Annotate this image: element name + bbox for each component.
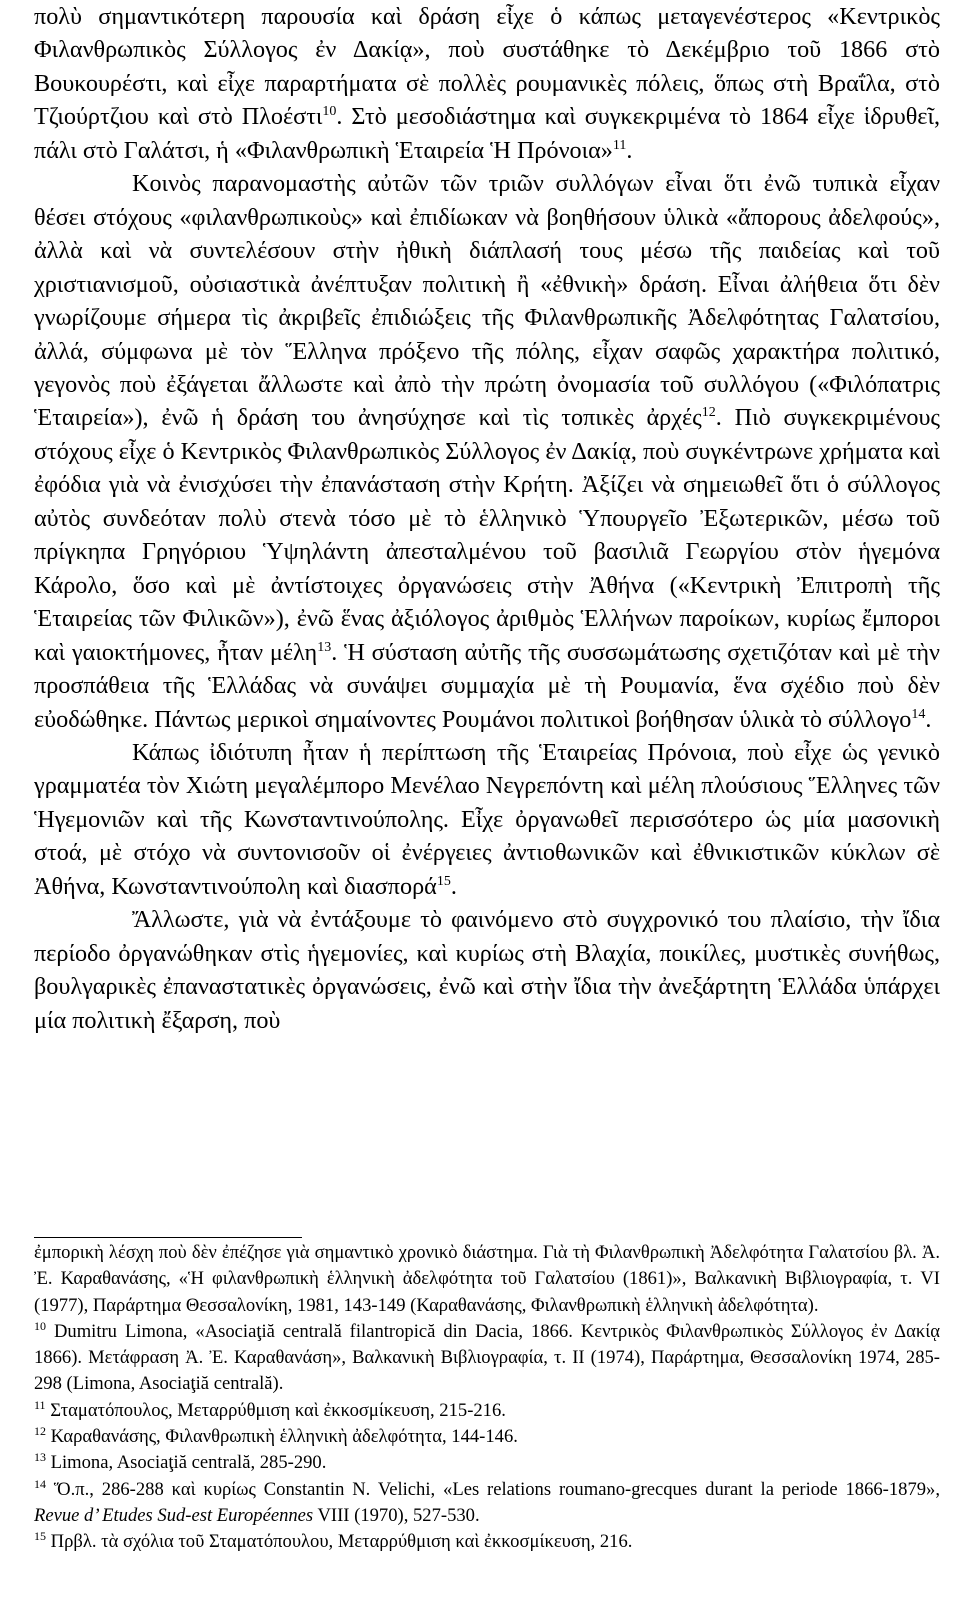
- footnote-number: 11: [34, 1397, 46, 1412]
- footnotes: [34, 1240, 940, 1556]
- journal-title: Revue d’ Etudes Sud-est Européennes: [34, 1504, 314, 1526]
- footnote-11: [34, 1398, 940, 1424]
- paragraph-2: [34, 167, 940, 736]
- footnote-15: [34, 1529, 940, 1555]
- paragraph-1-text-a: πολὺ σημαντικότερη παρουσία καὶ δράση εἶχε ὁ κάπως μεταγενέστερος «Κεντρικὸς Φιλανθρωπικὸς Σύλλογος ἐν Δακίᾳ», ποὺ συστάθηκε τὸ Δεκέμβριο τοῦ 1866 στὸ Βουκουρέστι, καὶ εἶχε παραρτήματα σὲ πολλὲς ρουμανικὲς πόλεις, ὅπως στὴ Βραΐλα, στὸ Τζιούρτζιου καὶ στὸ Πλοέστι: [34, 3, 940, 131]
- footnote-text: Καραθανάσης, Φιλανθρωπικὴ ἑλληνικὴ ἀδελφότητα, 144-146.: [46, 1426, 518, 1448]
- footnote-number: 15: [34, 1529, 46, 1544]
- paragraph-4: [34, 903, 940, 1037]
- paragraph-2-text-c: . Ἡ σύσταση αὐτῆς τῆς συσσωμάτωσης σχετιζόταν καὶ μὲ τὴν προσπάθεια τῆς Ἑλλάδας νὰ συνάψει συμμαχία μὲ τὴ Ρουμανία, ἕνα σχέδιο ποὺ δὲν εὐοδώθηκε. Πάντως μερικοὶ σημαίνοντες Ρουμάνοι πολιτικοὶ βοήθησαν ὑλικὰ τὸ σύλλογο: [34, 638, 940, 733]
- footnote-10: [34, 1319, 940, 1398]
- footnote-ref-14: 14: [911, 706, 926, 722]
- paragraph-3-text-a: Κάπως ἰδιότυπη ἦταν ἡ περίπτωση τῆς Ἑταιρείας Πρόνοια, ποὺ εἶχε ὡς γενικὸ γραμματέα τὸν Χιώτη μεγαλέμπορο Μενέλαο Νεγρεπόντη καὶ μέλη πλούσιους Ἕλληνες τῶν Ἡγεμονιῶν καὶ τῆς Κωνσταντινούπολης. Εἶχε ὀργανωθεῖ περισσότερο ὡς μία μασονικὴ στοά, μὲ στόχο νὰ συντονισοῦν οἱ ἐνέργειες ἀντιοθωνικῶν καὶ ἐθνικιστικῶν κύκλων σὲ Ἀθήνα, Κωνσταντινούπολη καὶ διασπορά: [34, 738, 940, 900]
- footnote-14: [34, 1477, 940, 1530]
- paragraph-2-text-a: Κοινὸς παρανομαστὴς αὐτῶν τῶν τριῶν συλλόγων εἶναι ὅτι ἐνῶ τυπικὰ εἶχαν θέσει στόχους «φιλανθρωπικοὺς» καὶ ἐπιδίωκαν νὰ βοηθήσουν ὑλικὰ «ἄπορους ἀδελφούς», ἀλλὰ καὶ νὰ συντελέσουν στὴν ἠθικὴ διάπλασή τους μέσω τῆς παιδείας καὶ τοῦ χριστιανισμοῦ, οὐσιαστικὰ ἀνέπτυξαν πολιτικὴ ἢ «ἐθνικὴ» δράση. Εἶναι ἀλήθεια ὅτι δὲν γνωρίζουμε σήμερα τὶς ἀκριβεῖς ἐπιδιώξεις τῆς Φιλανθρωπικῆς Ἀδελφότητας Γαλατσίου, ἀλλά, σύμφωνα μὲ τὸν Ἕλληνα πρόξενο τῆς πόλης, εἶχαν σαφῶς χαρακτήρα πολιτικό, γεγονὸς ποὺ ἐξάγεται ἄλλωστε καὶ ἀπὸ τὴν πρώτη ὀνομασία τοῦ συλλόγου («Φιλόπατρις Ἑταιρεία»), ἐνῶ ἡ δράση του ἀνησύχησε καὶ τὶς τοπικὲς ἀρχές: [34, 170, 940, 432]
- footnote-ref-11: 11: [612, 137, 627, 153]
- footnote-ref-10: 10: [322, 104, 337, 120]
- footnote-number: 10: [34, 1318, 46, 1333]
- paragraph-3: [34, 736, 940, 903]
- footnote-text: Dumitru Limona, «Asociaţiă centrală filantropică din Dacia, 1866. Κεντρικὸς Φιλανθρωπικὸς Σύλλογος ἐν Δακίᾳ 1866). Μετάφραση Ἀ. Ἐ. Καραθανάση», Βαλκανικὴ Βιβλιογραφία, τ. II (1974), Παράρτημα, Θεσσαλονίκη 1974, 285-298 (Limona, Asociaţiă centrală).: [34, 1320, 940, 1395]
- footnote-ref-12: 12: [701, 405, 716, 421]
- footnote-12: [34, 1424, 940, 1450]
- paragraph-1-text-b: . Στὸ μεσοδιάστημα καὶ συγκεκριμένα τὸ 1864 εἶχε ἱδρυθεῖ, πάλι στὸ Γαλάτσι, ἡ «Φιλανθρωπικὴ Ἑταιρεία Ἡ Πρόνοια»: [34, 103, 940, 164]
- paragraph-3-text-b: .: [450, 872, 457, 900]
- footnote-ref-13: 13: [317, 639, 332, 655]
- footnote-number: 12: [34, 1423, 46, 1438]
- footnote-text-end: VIII (1970), 527-530.: [313, 1504, 480, 1526]
- paragraph-1: [34, 0, 940, 167]
- footnote-text: Πρβλ. τὰ σχόλια τοῦ Σταματόπουλου, Μεταρρύθμιση καὶ ἐκκοσμίκευση, 216.: [46, 1531, 633, 1553]
- footnote-13: [34, 1450, 940, 1476]
- main-text: [34, 0, 940, 1037]
- footnote-continued: ἐμπορικὴ λέσχη ποὺ δὲν ἐπέζησε γιὰ σημαντικὸ χρονικὸ διάστημα. Γιὰ τὴ Φιλανθρωπικὴ Ἀδελφότητα Γαλατσίου βλ. Ἀ. Ἐ. Καραθανάσης, «Ἡ φιλανθρωπικὴ ἑλληνικὴ ἀδελφότητα τοῦ Γαλατσίου (1861)», Βαλκανικὴ Βιβλιογραφία, τ. VI (1977), Παράρτημα Θεσσαλονίκη, 1981, 143-149 (Καραθανάσης, Φιλανθρωπικὴ ἑλληνικὴ ἀδελφότητα).: [34, 1242, 940, 1316]
- paragraph-4-text: Ἄλλωστε, γιὰ νὰ ἐντάξουμε τὸ φαινόμενο στὸ συγχρονικό του πλαίσιο, τὴν ἴδια περίοδο ὀργανώθηκαν στὶς ἡγεμονίες, καὶ κυρίως στὴ Βλαχία, ποικίλες, μυστικὲς συνήθως, βουλγαρικὲς ἐπαναστατικὲς ὀργανώσεις, ἐνῶ καὶ στὴν ἴδια τὴν ἀνεξάρτητη Ἑλλάδα ὑπάρχει μία πολιτικὴ ἔξαρση, ποὺ: [34, 906, 940, 1034]
- footnote-text: Ὅ.π., 286-288 καὶ κυρίως Constantin N. Velichi, «Les relations roumano-grecques durant la periode 1866-1879»,: [46, 1478, 940, 1500]
- footnote-ref-15: 15: [436, 873, 451, 889]
- footnote-number: 14: [34, 1476, 46, 1491]
- footnote-text: Limona, Asociaţiă centrală, 285-290.: [46, 1452, 327, 1474]
- paragraph-2-text-b: . Πιὸ συγκεκριμένους στόχους εἶχε ὁ Κεντρικὸς Φιλανθρωπικὸς Σύλλογος ἐν Δακίᾳ, ποὺ συγκέντρωνε χρήματα καὶ ἐφόδια γιὰ νὰ ἐνισχύσει τὴν ἐπανάσταση στὴν Κρήτη. Ἀξίζει νὰ σημειωθεῖ ὅτι ὁ σύλλογος αὐτὸς συνδεόταν πολὺ στενὰ τόσο μὲ τὸ ἑλληνικὸ Ὑπουργεῖο Ἐξωτερικῶν, μέσω τοῦ πρίγκηπα Γρηγόριου Ὑψηλάντη ἀπεσταλμένου τοῦ βασιλιᾶ Γεωργίου στὸν ἡγεμόνα Κάρολο, ὅσο καὶ μὲ ἀντίστοιχες ὀργανώσεις στὴν Ἀθήνα («Κεντρικὴ Ἐπιτροπὴ τῆς Ἑταιρείας τῶν Φιλικῶν»), ἐνῶ ἕνας ἀξιόλογος ἀριθμὸς Ἑλλήνων παροίκων, κυρίως ἔμποροι καὶ γαιοκτήμονες, ἦταν μέλη: [34, 404, 941, 666]
- footnote-text: Σταματόπουλος, Μεταρρύθμιση καὶ ἐκκοσμίκευση, 215-216.: [45, 1399, 506, 1421]
- paragraph-2-text-d: .: [925, 705, 932, 733]
- paragraph-1-text-c: .: [626, 136, 633, 164]
- footnote-separator: [34, 1237, 302, 1238]
- footnote-number: 13: [34, 1450, 46, 1465]
